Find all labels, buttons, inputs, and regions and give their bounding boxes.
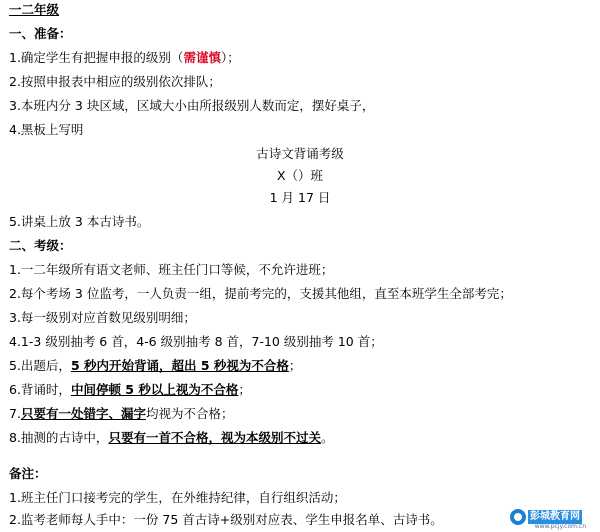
exam-item-2: 2.每个考场 3 位监考，一人负责一组，提前考完的，支援其他组，直至本班学生全部考完；: [9, 286, 512, 301]
exam-item-7: [9, 406, 233, 422]
notes-item-1: 1.班主任门口接考完的学生，在外维持纪律，自行组织活动；: [9, 490, 346, 505]
watermark-url: www.pcjy.com.cn: [534, 523, 586, 530]
exam-item-7-suffix: 均视为不合格；: [145, 406, 234, 421]
exam-item-5: [9, 358, 301, 374]
exam-item-4: 4.1-3 级别抽考 6 首，4-6 级别抽考 8 首，7-10 级别抽考 10 首；: [9, 334, 383, 349]
exam-item-6-suffix: ；: [238, 382, 251, 397]
prepare-item-3: 3.本班内分 3 块区域，区域大小由所报级别人数而定，摆好桌子，: [9, 98, 375, 113]
exam-item-6-text: 6.背诵时，: [9, 382, 71, 397]
exam-item-1: 1.一二年级所有语文老师、班主任门口等候，不允许进班；: [9, 262, 334, 277]
exam-item-7-text: 7.: [9, 406, 21, 421]
exam-item-8: [9, 430, 333, 446]
exam-item-5-suffix: ；: [288, 358, 302, 373]
prepare-item-4: 4.黑板上写明: [9, 122, 84, 137]
prepare-item-2: 2.按照申报表中相应的级别依次排队；: [9, 74, 221, 89]
board-line-1: 古诗文背诵考级: [256, 146, 344, 161]
prepare-item-5: 5.讲桌上放 3 本古诗书。: [9, 214, 150, 229]
exam-item-7-rule: 只要有一处错字、漏字: [20, 406, 146, 421]
exam-item-6-rule: 中间停顿 5 秒以上视为不合格: [70, 382, 239, 397]
page-title: 一二年级: [9, 2, 60, 17]
notes-item-2: 2.监考老师每人手中：一份 75 首古诗+级别对应表、学生申报名单、古诗书。: [9, 512, 443, 527]
exam-item-5-rule: 5 秒内开始背诵，超出 5 秒视为不合格: [70, 358, 289, 373]
prepare-item-1-suffix: ）；: [220, 50, 240, 65]
prepare-item-1-text: 1.确定学生有把握申报的级别（: [9, 50, 184, 65]
watermark-label: 彭城教育网: [530, 511, 580, 522]
caution-note: 需谨慎: [183, 50, 221, 65]
exam-item-8-suffix: 。: [320, 430, 334, 445]
prepare-item-1: [9, 50, 240, 66]
exam-item-3: 3.每一级别对应首数见级别明细；: [9, 310, 196, 325]
board-line-2: X（）班: [276, 168, 324, 183]
exam-item-5-text: 5.出题后，: [9, 358, 71, 373]
exam-item-8-rule: 只要有一首不合格，视为本级别不过关: [108, 430, 321, 445]
site-watermark: [510, 506, 594, 528]
exam-item-6: [9, 382, 251, 398]
section-heading-exam: 二、考级：: [9, 238, 72, 253]
board-line-3: 1 月 17 日: [269, 190, 331, 205]
exam-item-8-text: 8.抽测的古诗中，: [9, 430, 109, 445]
section-heading-prepare: 一、准备：: [9, 26, 72, 41]
notes-heading: 备注：: [9, 466, 47, 481]
watermark-logo-icon: [510, 509, 526, 525]
